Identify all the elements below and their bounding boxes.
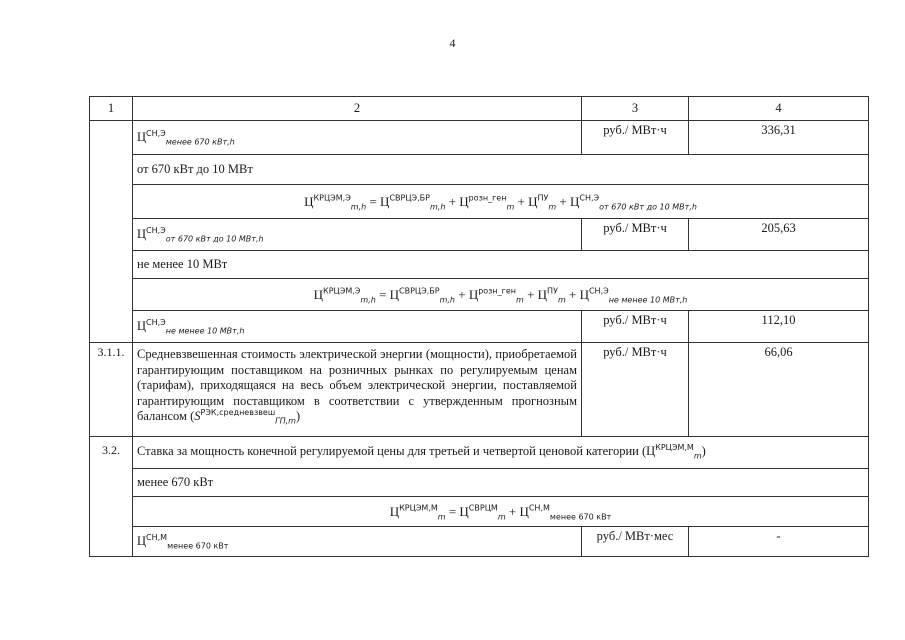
formula-symbol: $Ц^{СН,Э}_{не менее 10 МВт,h}$ [137, 317, 245, 336]
formula-symbol: $S^{РЭК,средневзвеш}_{ГП,m}$ [194, 407, 296, 426]
formula-symbol: $Ц^{СН,Э}_{от 670 кВт до 10 МВт,h}$ [137, 225, 264, 244]
row-number-empty [89, 120, 132, 342]
unit-cell: руб./ МВт·мес [581, 526, 688, 557]
symbol-cell [132, 120, 581, 154]
formula-cell [132, 496, 869, 526]
value-cell: 205,63 [688, 218, 869, 250]
unit-cell: руб./ МВт·ч [581, 310, 688, 342]
row-number: 3.2. [89, 436, 132, 557]
value-cell: 66,06 [688, 342, 869, 436]
formula: $Ц^{КРЦЭМ,Э}_{m,h} = Ц^{СВРЦЭ,БР}_{m,h} + Ц^{розн\_ген}_m + Ц^{ПУ}_m + Ц^{СН,Э}_{от 670 кВт до 10 МВт,h}$ [304, 193, 697, 212]
unit-cell: руб./ МВт·ч [581, 342, 688, 436]
unit-cell: руб./ МВт·ч [581, 120, 688, 154]
section-heading-cell: Ставка за мощность конечной регулируемой цены для третьей и четвертой ценовой категории $(Ц^{КРЦЭМ,М}_m)$ [132, 436, 869, 468]
symbol-cell [132, 310, 581, 342]
header-col-4: 4 [688, 96, 869, 120]
row-number: 3.1.1. [89, 342, 132, 436]
formula-cell [132, 278, 869, 310]
value-cell: - [688, 526, 869, 557]
value-cell: 336,31 [688, 120, 869, 154]
subheading-cell: от 670 кВт до 10 МВт [132, 154, 869, 184]
symbol-cell [132, 218, 581, 250]
subheading-cell: менее 670 кВт [132, 468, 869, 496]
formula-symbol: $Ц^{КРЦЭМ,М}_m$ [646, 442, 702, 461]
symbol-cell [132, 526, 581, 557]
header-col-1: 1 [89, 96, 132, 120]
formula-symbol: $Ц^{СН,Э}_{менее 670 кВт,h}$ [137, 128, 235, 147]
description-cell: Средневзвешенная стоимость электрической энергии (мощности), приобретаемой гарантирующим поставщиком на розничных рынках по регулируемым ценам (тарифам), приходящаяся на весь объем электрической энергии, поставляемой гарантирующим поставщиком в соответствии с утвержденным прогнозным балансом $(S^{РЭК,средневзвеш}_{ГП,m})$ [132, 342, 581, 436]
subheading-cell: не менее 10 МВт [132, 250, 869, 278]
formula: $Ц^{КРЦЭМ,М}_m = Ц^{СВРЦМ}_m + Ц^{СН,М}_{менее 670 кВт}$ [389, 503, 612, 522]
value-cell: 112,10 [688, 310, 869, 342]
formula-cell [132, 184, 869, 218]
unit-cell: руб./ МВт·ч [581, 218, 688, 250]
page-number: 4 [449, 36, 456, 50]
header-col-2: 2 [132, 96, 581, 120]
formula-symbol: $Ц^{СН,М}_{менее 670 кВт}$ [137, 532, 229, 551]
header-col-3: 3 [581, 96, 688, 120]
formula: $Ц^{КРЦЭМ,Э}_{m,h} = Ц^{СВРЦЭ,БР}_{m,h} + Ц^{розн\_ген}_m + Ц^{ПУ}_m + Ц^{СН,Э}_{не менее 10 МВт,h}$ [313, 286, 688, 305]
